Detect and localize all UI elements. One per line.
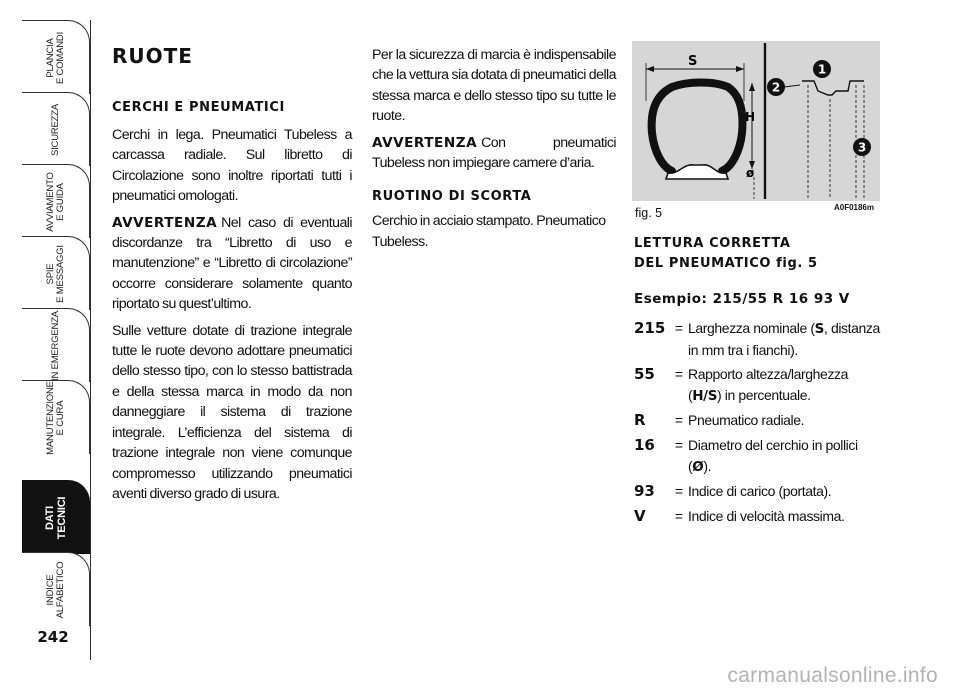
paragraph-trazione-integrale: Sulle vetture dotate di trazione integrale tutte le ruote devono adottare pneumatici dello stesso tipo, con lo stesso battistrada e della stessa marca in modo da non danneggiare il sistema di trazione integrale. L’efficienza del sistema di trazione integrale non viene comunque compromesso utilizzando pneumatici aventi diverso grado di usura.	[112, 322, 352, 502]
legend-description: Indice di carico (portata).	[688, 483, 832, 499]
legend-description: Pneumatico radiale.	[688, 412, 805, 428]
tire-code-example: Esempio: 215/55 R 16 93 V	[634, 291, 850, 307]
paragraph-avvertenza-tubeless	[372, 133, 616, 174]
chapter-tabs	[22, 20, 90, 620]
tab-in-emergenza[interactable]	[22, 308, 90, 382]
tab-label: DATI TECNICI	[43, 496, 68, 539]
tab-plancia-e-comandi[interactable]	[22, 20, 90, 94]
watermark: carmanualsonline.info	[727, 664, 938, 687]
paragraph-ruotino: Cerchio in acciaio stampato. Pneumatico Tubeless.	[372, 213, 606, 250]
legend-code: V	[634, 507, 646, 525]
keyword-avvertenza: AVVERTENZA	[372, 134, 478, 151]
paragraph-cerchi: Cerchi in lega. Pneumatici Tubeless a carcassa radiale. Sul libretto di Circolazione sono inoltre riportati tutti i pneumatici omologati.	[112, 127, 352, 205]
legend-row	[634, 481, 884, 503]
legend-description: Larghezza nominale (S, distanza in mm tra i fianchi).	[688, 320, 880, 358]
section-title: RUOTE	[112, 44, 193, 68]
legend-code: 93	[634, 482, 655, 500]
legend-equals: =	[674, 437, 684, 453]
figure-caption: fig. 5	[635, 206, 663, 220]
marker-1-label: 1	[817, 62, 827, 77]
paragraph-avvertenza-libretto	[112, 213, 352, 315]
lettura-title-line-1: LETTURA CORRETTA	[634, 236, 791, 251]
tab-label: SICUREZZA	[49, 103, 61, 156]
tab-label: INDICE ALFABETICO	[44, 561, 66, 618]
legend-row	[634, 410, 884, 432]
tab-label: SPIE E MESSAGGI	[44, 244, 66, 303]
label-h: H	[745, 110, 756, 124]
legend-code: 55	[634, 365, 655, 383]
tab-dati-tecnici[interactable]	[22, 480, 90, 554]
legend-code: 215	[634, 319, 666, 337]
figure-code: A0F0186m	[833, 203, 874, 212]
label-diameter: ø	[746, 166, 755, 180]
legend-equals: =	[674, 320, 684, 336]
tab-spie-e-messaggi[interactable]	[22, 236, 90, 310]
sidebar-divider	[90, 20, 91, 660]
paragraph-sicurezza-marcia: Per la sicurezza di marcia è indispensabile che la vettura sia dotata di pneumatici della stessa marca e dello stesso tipo su tutte le ruote.	[372, 47, 616, 125]
lettura-title	[634, 234, 818, 274]
legend-equals: =	[674, 412, 684, 428]
legend-row	[634, 506, 884, 528]
legend-code: 16	[634, 436, 655, 454]
tab-label: MANUTENZIONE E CURA	[44, 380, 66, 455]
tab-label: IN EMERGENZA	[49, 310, 61, 381]
subsection-title-ruotino: RUOTINO DI SCORTA	[372, 189, 532, 205]
lettura-title-line-2: DEL PNEUMATICO fig. 5	[634, 256, 818, 271]
page-number: 242	[37, 628, 69, 646]
tab-manutenzione-e-cura[interactable]	[22, 380, 90, 454]
paragraph-text: Nel caso di eventuali discordanze tra “Libretto di uso e manutenzione” e “Libretto di circolazione” occorre considerare solamente quanto riportato su quest’ultimo.	[112, 214, 352, 313]
legend-description: Indice di velocità massima.	[688, 508, 845, 524]
legend-description: Diametro del cerchio in pollici (Ø).	[688, 437, 858, 475]
legend-code: R	[634, 411, 646, 429]
legend-equals: =	[674, 483, 684, 499]
tire-code-legend	[634, 318, 884, 531]
tab-sicurezza[interactable]	[22, 92, 90, 166]
keyword-avvertenza: AVVERTENZA	[112, 214, 218, 231]
legend-row	[634, 364, 884, 407]
legend-equals: =	[674, 508, 684, 524]
tab-avviamento-e-guida[interactable]	[22, 164, 90, 238]
tire-section-figure	[632, 41, 880, 227]
marker-3-label: 3	[857, 140, 867, 155]
tab-label: PLANCIA E COMANDI	[44, 31, 66, 84]
subsection-title-cerchi: CERCHI E PNEUMATICI	[112, 100, 285, 115]
legend-row	[634, 318, 884, 361]
marker-2-label: 2	[771, 80, 781, 95]
legend-equals: =	[674, 366, 684, 382]
tab-indice-alfabetico[interactable]	[22, 552, 90, 626]
label-s: S	[688, 54, 698, 69]
legend-description: Rapporto altezza/larghezza (H/S) in percentuale.	[688, 366, 849, 404]
paragraph-text: Con pneumatici Tubeless non impiegare camere d’aria.	[372, 134, 616, 172]
tire-diagram	[632, 41, 880, 201]
tab-label: AVVIAMENTO E GUIDA	[44, 171, 66, 232]
legend-row	[634, 435, 884, 478]
